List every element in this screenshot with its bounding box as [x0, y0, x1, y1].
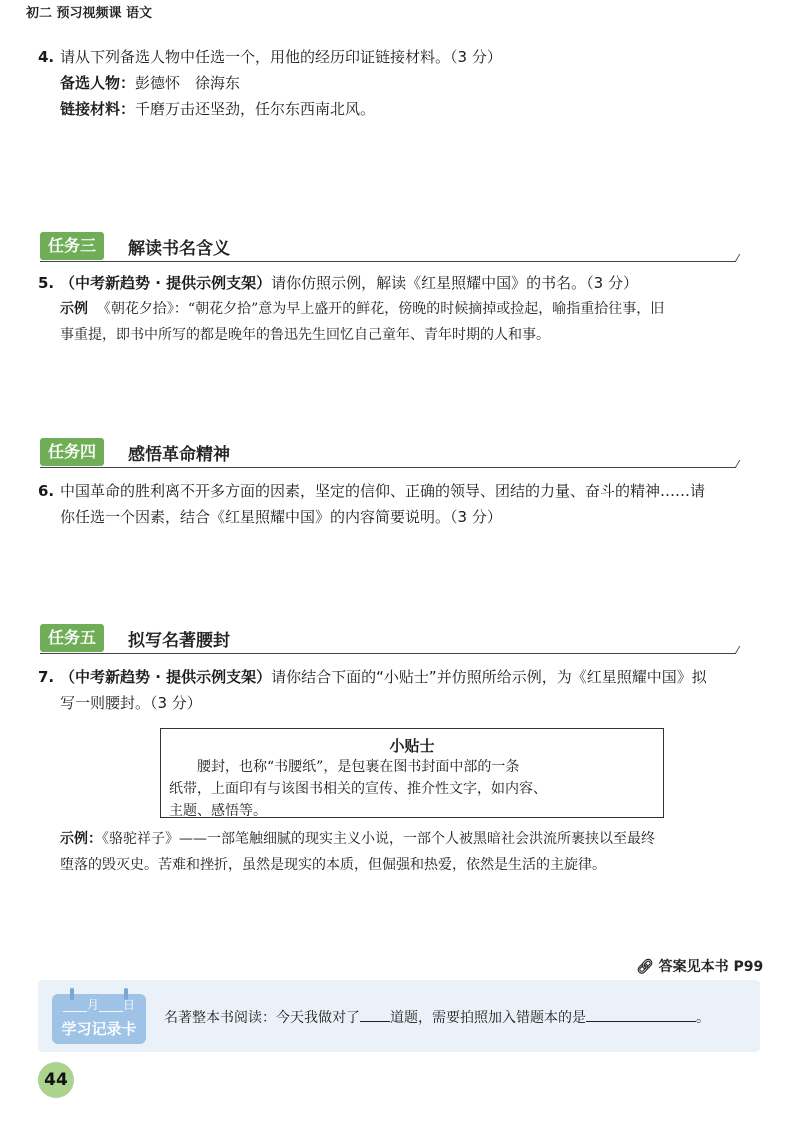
task-title: 感悟革命精神: [128, 445, 230, 465]
task-3-header: [40, 232, 736, 262]
record-card-text: [164, 1007, 710, 1027]
study-record-card: [38, 980, 760, 1052]
record-card-badge: [52, 994, 146, 1044]
material-text: 千磨万击还坚劲，任尔东西南北风。: [135, 100, 376, 118]
question-6: [38, 478, 768, 530]
material-label: 链接材料：: [60, 100, 136, 118]
question-tag: （中考新趋势 · 提供示例支架）: [60, 274, 272, 292]
example-line-2: 事重提，即书中所写的都是晚年的鲁迅先生回忆自己童年、青年时期的人和事。: [60, 327, 550, 343]
mistake-blank[interactable]: [586, 1007, 696, 1022]
correct-count-blank[interactable]: [360, 1007, 390, 1022]
tip-line-2: 纸带，上面印有与该图书相关的宣传、推介性文字，如内容、: [169, 781, 547, 797]
answer-reference-text: 答案见本书 P99: [658, 959, 764, 975]
question-7: [38, 664, 768, 716]
link-icon: 🔗︎: [636, 959, 654, 975]
page-header: 初二 预习视频课 语文: [26, 6, 153, 21]
question-7-example: [38, 826, 768, 878]
example-line-1: 《骆驼祥子》——一部笔触细腻的现实主义小说，一部个人被黑暗社会洪流所裹挟以至最终: [102, 831, 655, 847]
record-text-2: 道题，需要拍照加入错题本的是: [390, 1010, 586, 1026]
question-number: 5.: [38, 274, 55, 292]
example-label: 示例：: [60, 831, 102, 847]
example-line-2: 堕落的毁灭史。苦难和挫折，虽然是现实的本质，但倔强和热爱，依然是生活的主旋律。: [60, 857, 606, 873]
question-line-1: 请你结合下面的“小贴士”并仿照所给示例，为《红星照耀中国》拟: [271, 668, 707, 686]
tip-title: 小贴士: [389, 737, 435, 755]
record-date: ____月____日: [62, 998, 136, 1012]
task-badge: 任务三: [40, 232, 104, 260]
example-label: 示例: [60, 301, 88, 317]
task-underline: [40, 467, 736, 468]
question-number: 6.: [38, 482, 55, 500]
task-underline: [40, 653, 736, 654]
tip-line-3: 主题、感悟等。: [169, 803, 267, 819]
candidates-text: 彭德怀 徐海东: [135, 74, 241, 92]
example-line-1: 《朝花夕拾》：“朝花夕拾”意为早上盛开的鲜花，傍晚的时候摘掉或捡起，喻指重拾往事，旧: [96, 301, 665, 317]
month-label: 月: [86, 998, 99, 1012]
task-4-header: [40, 438, 736, 468]
question-text: 请从下列备选人物中任选一个，用他的经历印证链接材料。（3 分）: [60, 48, 502, 66]
question-text: 请你仿照示例，解读《红星照耀中国》的书名。（3 分）: [271, 274, 638, 292]
task-underline-tick: [727, 254, 741, 262]
question-number: 4.: [38, 48, 55, 66]
day-label: 日: [123, 998, 136, 1012]
question-line-1: 中国革命的胜利离不开多方面的因素，坚定的信仰、正确的领导、团结的力量、奋斗的精神……请: [60, 482, 706, 500]
task-underline: [40, 261, 736, 262]
page-number: 44: [38, 1062, 74, 1098]
record-card-label: 学习记录卡: [61, 1020, 137, 1038]
task-title: 解读书名含义: [128, 239, 230, 259]
task-underline-tick: [727, 460, 741, 468]
record-text-1: 名著整本书阅读：今天我做对了: [164, 1010, 360, 1026]
task-badge: 任务四: [40, 438, 104, 466]
task-5-header: [40, 624, 736, 654]
answer-reference: [636, 956, 763, 976]
candidates-label: 备选人物：: [60, 74, 136, 92]
record-text-3: 。: [696, 1010, 710, 1026]
question-tag: （中考新趋势 · 提供示例支架）: [60, 668, 272, 686]
tip-box: [160, 728, 664, 818]
question-line-2: 你任选一个因素，结合《红星照耀中国》的内容简要说明。（3 分）: [60, 508, 502, 526]
question-number: 7.: [38, 668, 55, 686]
question-4: [38, 44, 502, 122]
task-underline-tick: [727, 646, 741, 654]
task-title: 拟写名著腰封: [128, 631, 230, 651]
question-line-2: 写一则腰封。（3 分）: [60, 694, 202, 712]
task-badge: 任务五: [40, 624, 104, 652]
tip-line-1: 腰封，也称“书腰纸”，是包裹在图书封面中部的一条: [169, 759, 520, 775]
question-5: [38, 270, 768, 348]
